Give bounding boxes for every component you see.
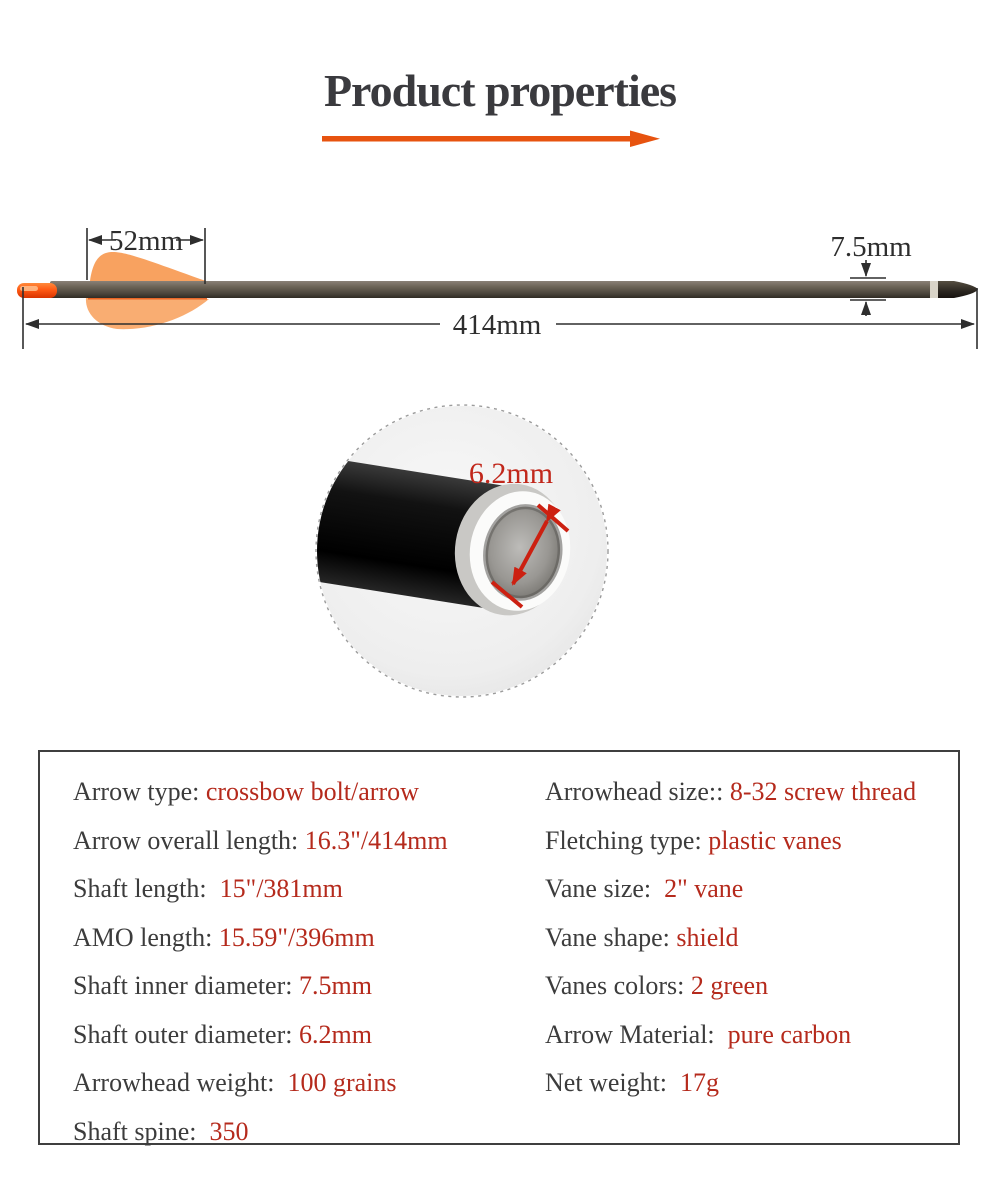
spec-value: 17g (680, 1068, 720, 1098)
spec-value: 100 grains (287, 1068, 397, 1098)
spec-row-shaft-spine (73, 1108, 448, 1157)
spec-label: Shaft outer diameter: (73, 1019, 299, 1049)
spec-label: Fletching type: (545, 825, 709, 855)
spec-label: Vane size: (545, 874, 665, 904)
spec-label: Arrow Material: (545, 1019, 728, 1049)
spec-value: 16.3"/414mm (304, 825, 448, 855)
spec-value: 15.59"/396mm (218, 922, 375, 952)
arrow-shaft (50, 281, 934, 298)
spec-row-amo-length (73, 914, 448, 963)
arrowhead-tip (938, 281, 978, 298)
fletching-length-label: 52mm (108, 225, 184, 257)
spec-label: Shaft inner diameter: (73, 971, 299, 1001)
overall-length-label: 414mm (452, 309, 542, 341)
spec-value: pure carbon (727, 1019, 852, 1049)
title-underline-arrow-icon (320, 128, 664, 150)
spec-value: crossbow bolt/arrow (205, 777, 419, 807)
spec-value: 7.5mm (298, 971, 372, 1001)
spec-row-vane-shape (545, 914, 916, 963)
spec-label: Vane shape: (545, 922, 677, 952)
spec-table (38, 750, 960, 1145)
spec-row-vane-size (545, 865, 916, 914)
spec-label: AMO length: (73, 922, 219, 952)
spec-label: Net weight: (545, 1068, 681, 1098)
page-title: Product properties (323, 65, 677, 116)
spec-row-arrow-type (73, 768, 448, 817)
spec-value: 2" vane (664, 874, 744, 904)
spec-label: Shaft length: (73, 874, 220, 904)
spec-row-arrowhead-weight (73, 1059, 448, 1108)
spec-label: Arrowhead weight: (73, 1068, 288, 1098)
arrowhead-collar (930, 281, 938, 298)
spec-row-overall-length (73, 817, 448, 866)
spec-row-arrowhead-size (545, 768, 916, 817)
spec-column-left (73, 768, 448, 1156)
spec-row-vanes-colors (545, 962, 916, 1011)
spec-row-shaft-length (73, 865, 448, 914)
spec-value: 2 green (690, 971, 769, 1001)
spec-label: Shaft spine: (73, 1116, 210, 1146)
spec-label: Arrow type: (73, 777, 206, 807)
spec-value: plastic vanes (708, 825, 842, 855)
spec-value: 8-32 screw thread (729, 777, 917, 807)
spec-row-fletching-type (545, 817, 916, 866)
arrow-dimension-diagram (0, 210, 1000, 390)
spec-row-net-weight (545, 1059, 916, 1108)
spec-row-arrow-material (545, 1011, 916, 1060)
spec-label: Vanes colors: (545, 971, 691, 1001)
spec-row-outer-diameter (73, 1011, 448, 1060)
spec-column-right (545, 768, 916, 1108)
spec-value: shield (676, 922, 739, 952)
spec-row-inner-diameter (73, 962, 448, 1011)
spec-value: 350 (209, 1116, 249, 1146)
bore-diameter-label: 6.2mm (468, 457, 554, 490)
spec-value: 6.2mm (298, 1019, 372, 1049)
spec-label: Arrowhead size:: (545, 777, 730, 807)
spec-label: Arrow overall length: (73, 825, 305, 855)
bore-detail-magnifier (300, 400, 620, 720)
spec-value: 15"/381mm (219, 874, 343, 904)
shaft-diameter-label: 7.5mm (830, 231, 912, 263)
